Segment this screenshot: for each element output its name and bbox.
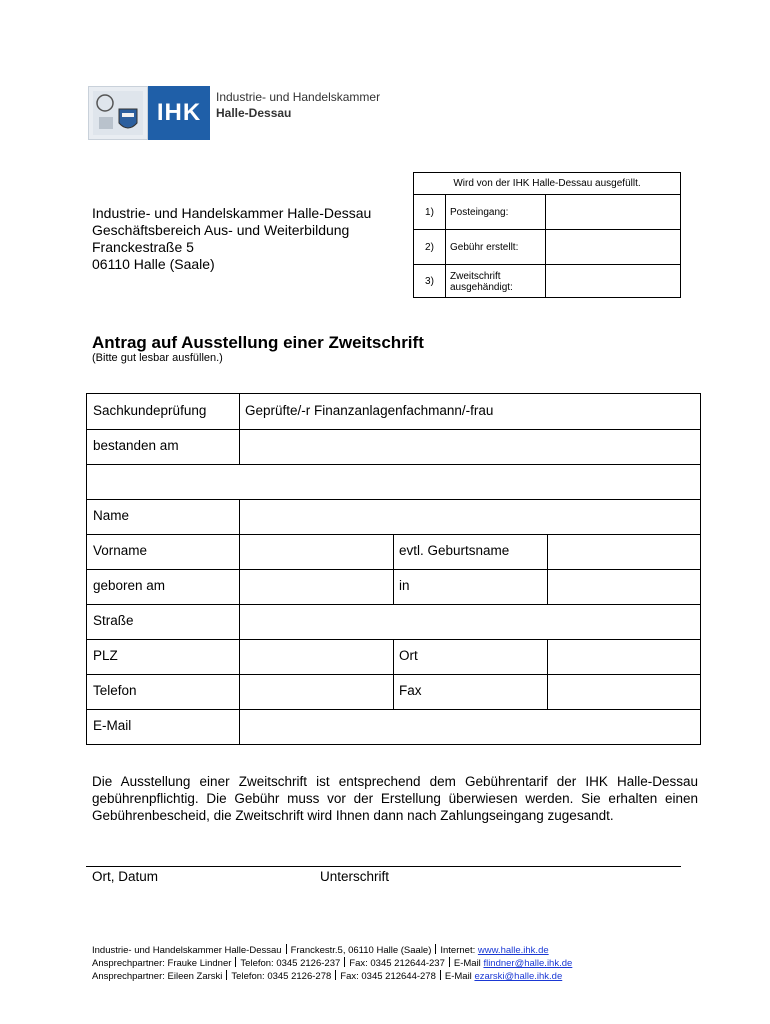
col-divider	[239, 499, 240, 745]
contact-fax: Fax: 0345 212644-278	[340, 971, 436, 982]
geboren-label: geboren am	[93, 578, 166, 593]
contact-phone: Telefon: 0345 2126-278	[231, 971, 332, 982]
row-divider	[87, 604, 700, 605]
office-use-box	[413, 172, 681, 298]
logo-line-2: Halle-Dessau	[216, 106, 292, 120]
footer-line-3	[92, 970, 572, 983]
signature-line	[86, 866, 681, 867]
vorname-label: Vorname	[93, 543, 148, 558]
sachkunde-value: Geprüfte/-r Finanzanlagenfachmann/-frau	[245, 403, 494, 418]
office-row-posteingang	[414, 195, 680, 230]
email-link[interactable]: flindner@halle.ihk.de	[483, 958, 573, 969]
address-line: Franckestraße 5	[92, 239, 194, 255]
address-line: Geschäftsbereich Aus- und Weiterbildung	[92, 222, 350, 238]
footer-org: Industrie- und Handelskammer Halle-Dessau	[92, 945, 282, 956]
application-form	[86, 393, 701, 745]
office-row-label: Gebühr erstellt:	[446, 230, 546, 264]
ihk-logo	[88, 86, 381, 140]
col-divider	[547, 534, 548, 604]
email-link[interactable]: ezarski@halle.ihk.de	[474, 971, 563, 982]
office-row-number: 2)	[414, 230, 446, 264]
sachkunde-label: Sachkundeprüfung	[93, 403, 207, 418]
ihk-wordmark: IHK	[148, 86, 210, 140]
address-line: 06110 Halle (Saale)	[92, 256, 215, 272]
footer-line-1	[92, 944, 572, 957]
row-divider	[87, 429, 700, 430]
col-divider	[547, 639, 548, 709]
ort-datum-label: Ort, Datum	[92, 869, 159, 884]
contact-email-label: E-Mail	[444, 971, 475, 982]
row-divider	[87, 499, 700, 500]
recipient-address	[92, 205, 371, 273]
bestanden-label: bestanden am	[93, 438, 179, 453]
unterschrift-label: Unterschrift	[320, 869, 390, 884]
footer-internet-label: Internet:	[440, 945, 478, 956]
telefon-label: Telefon	[93, 683, 137, 698]
logo-line-1: Industrie- und Handelskammer	[216, 90, 381, 104]
office-row-zweitschrift	[414, 265, 680, 298]
contact-fax: Fax: 0345 212644-237	[349, 958, 445, 969]
col-divider	[239, 394, 240, 464]
fax-label: Fax	[399, 683, 422, 698]
footer-address: Franckestr.5, 06110 Halle (Saale)	[290, 945, 432, 956]
office-row-number: 1)	[414, 195, 446, 229]
office-row-label: Zweitschrift ausgehändigt:	[446, 265, 546, 298]
office-row-label: Posteingang:	[446, 195, 546, 229]
row-divider	[87, 464, 700, 465]
website-link[interactable]: www.halle.ihk.de	[477, 945, 549, 956]
office-row-number: 3)	[414, 265, 446, 298]
geburtsort-label: in	[399, 578, 410, 593]
contact-phone: Telefon: 0345 2126-237	[240, 958, 341, 969]
footer	[92, 944, 572, 983]
col-divider	[393, 534, 394, 604]
plz-label: PLZ	[93, 648, 118, 663]
contact-email-label: E-Mail	[453, 958, 484, 969]
row-divider	[87, 709, 700, 710]
ort-label: Ort	[399, 648, 418, 663]
geburtsname-label: evtl. Geburtsname	[399, 543, 510, 558]
page-title: Antrag auf Ausstellung einer Zweitschrift	[92, 333, 424, 352]
office-box-header: Wird von der IHK Halle-Dessau ausgefüllt.	[414, 173, 680, 195]
contact-name: Ansprechpartner: Frauke Lindner	[92, 958, 232, 969]
strasse-label: Straße	[93, 613, 134, 628]
footer-line-2	[92, 957, 572, 970]
page-subtitle: (Bitte gut lesbar ausfüllen.)	[92, 352, 223, 364]
coat-of-arms-icon	[88, 86, 148, 140]
name-label: Name	[93, 508, 130, 523]
fee-notice: Die Ausstellung einer Zweitschrift ist entsprechend dem Gebührentarif der IHK Halle-Dessau gebührenpflichtig. Die Gebühr muss vor der Erstellung überwiesen werden. Sie erhalten einen Gebührenbescheid, die Zweitschrift wird Ihnen dann nach Zahlungseingang zugesandt.	[92, 774, 698, 823]
email-label: E-Mail	[93, 718, 132, 733]
col-divider	[393, 639, 394, 709]
address-line: Industrie- und Handelskammer Halle-Dessau	[92, 205, 372, 221]
office-row-gebuehr	[414, 230, 680, 265]
contact-name: Ansprechpartner: Eileen Zarski	[92, 971, 223, 982]
